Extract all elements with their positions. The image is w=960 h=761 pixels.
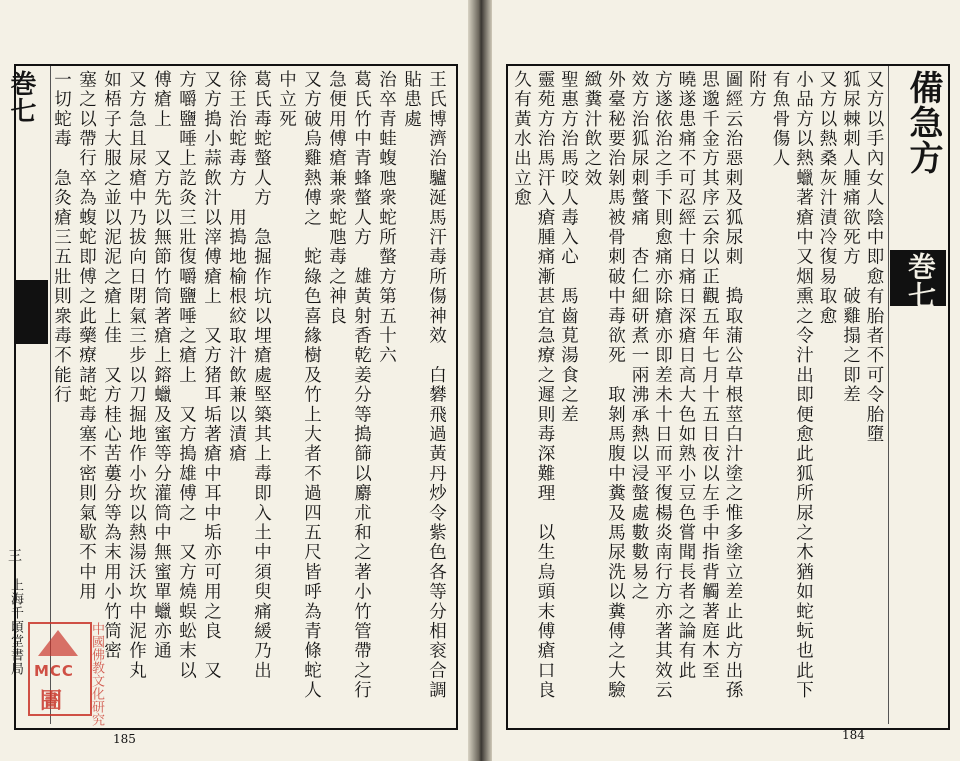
seal-char: 圕 — [40, 689, 63, 714]
right-text-column: 久有黃水出立愈 — [511, 70, 532, 208]
right-text-column: 聖惠方治馬咬人毒入心 馬齒莧湯食之差 — [558, 70, 579, 425]
right-text-column: 小品方以熱蠟著瘡中又烟熏之令汁出即便愈此狐所尿之木猶如蛇蚖也此下 — [793, 70, 814, 701]
left-text-column: 中立死 — [276, 70, 297, 130]
left-text-column: 王氏博濟治驢涎馬汗毒所傷神效 白礬飛過黃丹炒令紫色各等分相衮合調 — [426, 70, 447, 701]
right-page — [492, 0, 960, 761]
right-text-column: 圖經云治惡刺及狐尿刺 搗取蒲公草根莖白汁塗之惟多塗立差止此方出孫 — [723, 70, 743, 701]
left-page-number: 185 — [113, 732, 136, 746]
left-text-column: 又方急且尿瘡中乃拔向日閉氣三步以刀掘地作小坎以熱湯沃坎中泥作丸 — [126, 70, 147, 681]
right-page-volume: 巻七 — [904, 252, 937, 310]
left-text-column: 貼患處 — [401, 70, 422, 130]
left-text-column: 塞之以帶行卒為蝮蛇即傅之此藥療諸蛇毒塞不密則氣歇不中用 — [76, 70, 97, 602]
left-text-column: 又方搗小蒜飲汁以滓傅瘡上 又方猪耳垢著瘡中耳中垢亦可用之良 又 — [201, 70, 222, 681]
left-margin-fishtail — [14, 280, 48, 344]
right-text-column: 曉遂患痛不可忍經十日痛日深瘡日高大色如熟小豆色嘗聞長者之論有此 — [676, 70, 696, 681]
right-page-heading: 備急方 — [903, 70, 943, 175]
left-text-column: 葛氏竹中青蜂螫人方 雄黃射香乾姜分等搗篩以麝朮和之著小竹管帶之行 — [351, 70, 372, 701]
library-seal — [28, 622, 92, 716]
right-text-column: 方遂依治之手下則愈痛亦除瘡亦即差未十日而平復楊炎南行方亦著其效云 — [652, 70, 673, 701]
left-page-heading: 巻七 — [6, 70, 36, 124]
left-page-publisher-number: 三 — [6, 548, 22, 563]
right-page-number: 184 — [842, 728, 865, 742]
right-text-column: 又方以手內女人陰中即愈有胎者不可令胎墮 — [864, 70, 884, 445]
left-text-column: 徐王治蛇毒方 用搗地榆根絞取汁飲兼以漬瘡 — [226, 70, 247, 464]
right-text-column: 又方以熱桑灰汁漬冷復易取愈 — [817, 70, 837, 327]
right-text-column: 附方 — [746, 70, 767, 110]
right-text-column: 緻糞汁飲之效 — [582, 70, 602, 189]
seal-roof-mark — [38, 630, 78, 656]
left-text-column: 一切蛇毒 急灸瘡三五壯則衆毒不能行 — [51, 70, 72, 405]
left-text-column: 葛氏毒蛇螫人方 急掘作坑以埋瘡處堅築其上毒即入土中須臾痛緩乃出 — [251, 70, 272, 681]
right-inner-rule — [888, 66, 889, 724]
left-page — [0, 0, 468, 761]
right-text-column: 外臺秘要治剝馬被骨刺破中毒欲死 取剝馬腹中糞及馬尿洗以糞傅之大驗 — [605, 70, 626, 701]
left-text-column: 如梧子大服之並以泥泥之瘡上佳 又方桂心苦蔞分等為末用小竹筒密 — [101, 70, 122, 661]
left-text-column: 傅瘡上 又方先以無節竹筒著瘡上鎔蠟及蜜等分灌筒中無蜜單蠟亦通 — [151, 70, 172, 661]
right-text-column: 效方治狐尿刺螫痛 杏仁細研煮一兩沸承熱以浸螫處數數易之 — [629, 70, 649, 602]
left-page-publisher: 上海千頃堂書局 — [8, 578, 23, 676]
red-stamp-text: 中國佛教文化研究 — [89, 622, 104, 726]
right-text-column: 有魚骨傷人 — [770, 70, 790, 169]
book-gutter — [468, 0, 492, 761]
seal-text: MCC — [34, 662, 74, 680]
left-text-column: 急便用傅瘡兼衆蛇虺毒之神良 — [326, 70, 347, 327]
left-text-column: 治卒青蛙蝮虺衆蛇所螫方第五十六 — [376, 70, 397, 366]
left-text-column: 方嚼鹽唾上訖灸三壯復嚼鹽唾之瘡上 又方搗雄傅之 又方燒蜈蚣末以 — [176, 70, 197, 681]
right-text-column: 思邈千金方其序云余以正觀五年七月十五日夜以左手中指背觸著庭木至 — [699, 70, 720, 681]
right-text-column: 靈苑方治馬汗入瘡腫痛漸甚宜急療之遲則毒深難理 以生烏頭末傅瘡口良 — [535, 70, 555, 701]
left-text-column: 又方破烏雞熱傅之 蛇綠色喜緣樹及竹上大者不過四五尺皆呼為青條蛇人 — [301, 70, 322, 701]
right-text-column: 狐尿棘刺人腫痛欲死方 破雞搨之即差 — [840, 70, 861, 405]
